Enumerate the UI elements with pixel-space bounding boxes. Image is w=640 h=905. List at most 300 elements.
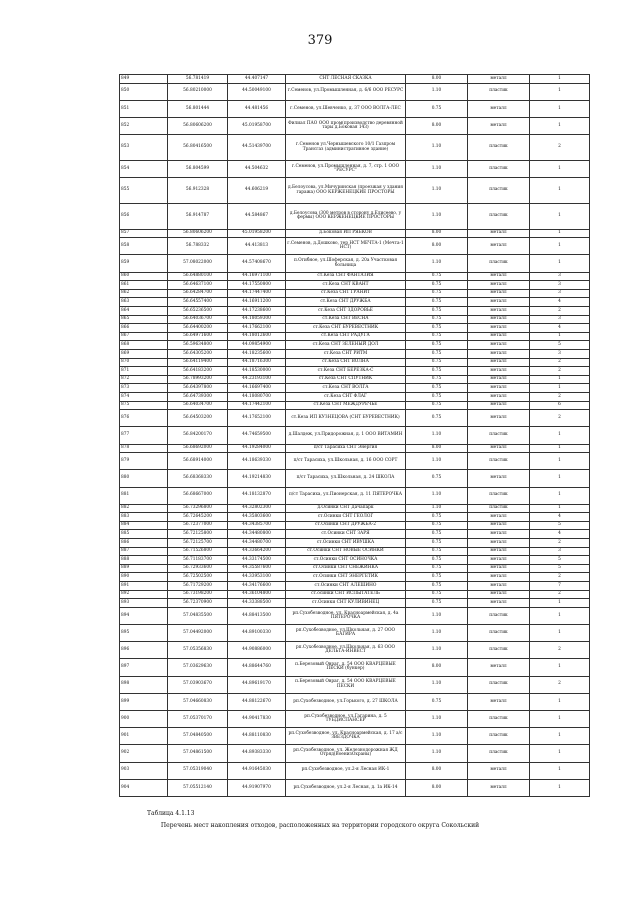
cell-material: пластик (468, 642, 530, 659)
cell-count: 3 (530, 350, 590, 359)
cell-address: рп.Сухобезводное, ул.Школьная, д. 63 ООО ДЕЛЬТА-ИНВЕСТ (286, 642, 406, 659)
cell-latitude: 56.80416500 (168, 135, 228, 161)
cell-address: ст.Осинки СНТ КУЛИВИНЕЦ (286, 599, 406, 608)
cell-longitude: 44.35587600 (228, 564, 286, 573)
cell-longitude: 44.36104800 (228, 590, 286, 599)
cell-count: 2 (530, 392, 590, 401)
cell-address: Филиал ПАО ООО пром(производство деревянной тары д.Боковая 143) (286, 117, 406, 134)
cell-row-number: 877 (120, 427, 168, 444)
cell-area: 0.75 (406, 556, 468, 565)
cell-longitude: 44.88110830 (228, 728, 286, 745)
cell-row-number: 876 (120, 410, 168, 427)
cell-latitude: 56.80210000 (168, 83, 228, 100)
table-row (120, 135, 590, 161)
table-row (120, 178, 590, 204)
cell-material: металл (468, 298, 530, 307)
cell-latitude: 56.71183700 (168, 556, 228, 565)
cell-longitude: 44.584867 (228, 203, 286, 229)
cell-count: 1 (530, 444, 590, 453)
cell-area: 0.75 (406, 521, 468, 530)
cell-area: 0.75 (406, 358, 468, 367)
cell-longitude: 44.413813 (228, 238, 286, 255)
cell-row-number: 895 (120, 625, 168, 642)
cell-row-number: 889 (120, 564, 168, 573)
cell-longitude: 44.18716300 (228, 358, 286, 367)
cell-material: металл (468, 350, 530, 359)
cell-area: 1.10 (406, 642, 468, 659)
cell-row-number: 886 (120, 539, 168, 548)
cell-count: 2 (530, 590, 590, 599)
table-row (120, 238, 590, 255)
cell-count: 2 (530, 367, 590, 376)
table-row (120, 350, 590, 359)
cell-count: 3 (530, 315, 590, 324)
cell-count: 4 (530, 513, 590, 522)
cell-row-number: 862 (120, 289, 168, 298)
cell-row-number: 880 (120, 470, 168, 487)
cell-material: металл (468, 410, 530, 427)
cell-material: металл (468, 590, 530, 599)
cell-longitude: 44.51439700 (228, 135, 286, 161)
cell-longitude: 44.17662100 (228, 324, 286, 333)
cell-material: металл (468, 659, 530, 676)
cell-area: 0.75 (406, 315, 468, 324)
cell-area: 0.75 (406, 547, 468, 556)
cell-row-number: 897 (120, 659, 168, 676)
cell-longitude: 44.34176600 (228, 582, 286, 591)
cell-count: 2 (530, 307, 590, 316)
cell-latitude: 56.80606200 (168, 229, 228, 238)
cell-material: пластик (468, 487, 530, 504)
cell-longitude: 44.34480700 (228, 539, 286, 548)
cell-longitude: 44.89100330 (228, 625, 286, 642)
table-row (120, 504, 590, 513)
cell-address: ст.Кеза СНТ ДРУЖБА (286, 298, 406, 307)
cell-address: п/ст Тарасиха, ул.Школьная, д. 24 ШКОЛА (286, 470, 406, 487)
cell-row-number: 898 (120, 676, 168, 693)
cell-longitude: 44.18012600 (228, 332, 286, 341)
cell-count: 1 (530, 384, 590, 393)
cell-count: 1 (530, 745, 590, 762)
cell-area: 1.10 (406, 676, 468, 693)
cell-row-number: 894 (120, 607, 168, 624)
cell-material: металл (468, 539, 530, 548)
cell-count: 5 (530, 556, 590, 565)
table-row (120, 272, 590, 281)
cell-count: 1 (530, 427, 590, 444)
cell-row-number: 854 (120, 160, 168, 177)
table-row (120, 470, 590, 487)
cell-latitude: 57.04861500 (168, 745, 228, 762)
cell-latitude: 56.64637100 (168, 281, 228, 290)
cell-area: 1.10 (406, 203, 468, 229)
cell-row-number: 882 (120, 504, 168, 513)
cell-count: 1 (530, 693, 590, 710)
cell-row-number: 893 (120, 599, 168, 608)
cell-area: 1.10 (406, 83, 468, 100)
cell-material: пластик (468, 160, 530, 177)
cell-area: 0.75 (406, 332, 468, 341)
cell-count: 1 (530, 728, 590, 745)
cell-material: металл (468, 599, 530, 608)
cell-address: ст.Кеза СНТ РИТМ (286, 350, 406, 359)
cell-count: 5 (530, 341, 590, 350)
cell-latitude: 56.64971600 (168, 332, 228, 341)
cell-count: 1 (530, 203, 590, 229)
cell-latitude: 56.64557400 (168, 298, 228, 307)
cell-latitude: 56.64397800 (168, 384, 228, 393)
cell-count: 1 (530, 238, 590, 255)
cell-material: пластик (468, 625, 530, 642)
table-row (120, 298, 590, 307)
table-row (120, 513, 590, 522)
table-row (120, 375, 590, 384)
cell-area: 1.10 (406, 255, 468, 272)
cell-count: 1 (530, 100, 590, 117)
table-row (120, 676, 590, 693)
cell-longitude: 44.33388500 (228, 599, 286, 608)
cell-longitude: 44.18059300 (228, 315, 286, 324)
table-row (120, 100, 590, 117)
cell-latitude: 57.08022000 (168, 255, 228, 272)
cell-latitude: 57.04492000 (168, 625, 228, 642)
cell-row-number: 855 (120, 178, 168, 204)
cell-longitude: 44.19284000 (228, 444, 286, 453)
cell-count: 2 (530, 539, 590, 548)
cell-count: 2 (530, 410, 590, 427)
cell-row-number: 890 (120, 573, 168, 582)
table-row (120, 625, 590, 642)
cell-longitude: 44.407147 (228, 75, 286, 84)
cell-address: ст.Кеза СНТ ВОЛНА (286, 358, 406, 367)
cell-material: пластик (468, 178, 530, 204)
cell-area: 8.00 (406, 444, 468, 453)
table-row (120, 315, 590, 324)
cell-longitude: 44.17652100 (228, 410, 286, 427)
cell-material: пластик (468, 203, 530, 229)
cell-latitude: 57.05356830 (168, 642, 228, 659)
cell-row-number: 881 (120, 487, 168, 504)
table-row (120, 642, 590, 659)
cell-material: металл (468, 521, 530, 530)
cell-area: 0.75 (406, 367, 468, 376)
cell-area: 0.75 (406, 573, 468, 582)
cell-address: д.Боковая ИП РЯБКОВ (286, 229, 406, 238)
cell-address: рп.Сухобезводное, ул. Красноармейская, д. 4а ПЯТЕРОЧКА (286, 607, 406, 624)
cell-latitude: 56.71729200 (168, 582, 228, 591)
cell-row-number: 891 (120, 582, 168, 591)
cell-area: 0.75 (406, 281, 468, 290)
cell-count: 5 (530, 521, 590, 530)
cell-address: ст.осинки СНТ ИСПЫТАТЕЛЬ (286, 590, 406, 599)
cell-longitude: 44.09854900 (228, 341, 286, 350)
cell-longitude: 44.89619170 (228, 676, 286, 693)
cell-area: 0.75 (406, 341, 468, 350)
cell-latitude: 56.72645200 (168, 513, 228, 522)
cell-latitude: 57.04840500 (168, 728, 228, 745)
cell-row-number: 856 (120, 203, 168, 229)
cell-area: 0.75 (406, 384, 468, 393)
cell-row-number: 903 (120, 762, 168, 779)
cell-material: металл (468, 693, 530, 710)
cell-latitude: 56.73198200 (168, 590, 228, 599)
cell-area: 0.75 (406, 564, 468, 573)
cell-row-number: 885 (120, 530, 168, 539)
cell-address: ст.Кеза СНТ ФАНТАЗИЯ (286, 272, 406, 281)
cell-area: 0.75 (406, 470, 468, 487)
cell-area: 8.00 (406, 117, 468, 134)
cell-area: 1.10 (406, 487, 468, 504)
cell-area: 0.75 (406, 350, 468, 359)
cell-longitude: 44.57408670 (228, 255, 286, 272)
cell-count: 1 (530, 453, 590, 470)
cell-longitude: 44.88413500 (228, 607, 286, 624)
cell-count: 1 (530, 332, 590, 341)
cell-count: 2 (530, 573, 590, 582)
cell-row-number: 850 (120, 83, 168, 100)
cell-address: п.Березовый Овраг, д. 54 ООО КВАРЦЕВЫЕ ПЕСКИ (286, 676, 406, 693)
cell-material: пластик (468, 83, 530, 100)
cell-material: металл (468, 289, 530, 298)
cell-material: металл (468, 315, 530, 324)
cell-row-number: 892 (120, 590, 168, 599)
cell-count: 1 (530, 625, 590, 642)
cell-material: пластик (468, 745, 530, 762)
cell-longitude: 44.18080700 (228, 392, 286, 401)
cell-address: ст.Кеза СНТ ЗЕЛЕНЫЙ ДОЛ (286, 341, 406, 350)
cell-address: г.Семенов, ул.Промышленная, д. 7, стр. 1 ООО "РЕСУРС" (286, 160, 406, 177)
cell-count: 1 (530, 75, 590, 84)
cell-latitude: 57.05319040 (168, 762, 228, 779)
table-row (120, 341, 590, 350)
cell-material: пластик (468, 135, 530, 161)
cell-address: п/ст Тарасиха, ул.Школьная, д. 16 ООО СОРТ (286, 453, 406, 470)
cell-address: ст.Осинки СНТ ЭНЕРГЕТИК (286, 573, 406, 582)
cell-material: металл (468, 582, 530, 591)
cell-area: 8.00 (406, 238, 468, 255)
cell-latitude: 56.68368330 (168, 470, 228, 487)
cell-row-number: 864 (120, 307, 168, 316)
cell-count: 2 (530, 642, 590, 659)
cell-latitude: 56.68667000 (168, 487, 228, 504)
cell-area: 0.75 (406, 298, 468, 307)
cell-row-number: 884 (120, 521, 168, 530)
cell-row-number: 860 (120, 272, 168, 281)
table-row (120, 444, 590, 453)
cell-address: г.Семенов, ул.Промышленная, д. 6/6 ООО РЕСУРС (286, 83, 406, 100)
cell-material: металл (468, 384, 530, 393)
cell-count: 1 (530, 779, 590, 796)
cell-address: д.Белоусова (300 метров в сторону д.Елисеево, у фермы) ООО КЕРЖЕНЕЦКИЕ ПРОСТОРЫ (286, 203, 406, 229)
cell-material: пластик (468, 427, 530, 444)
cell-count: 7 (530, 582, 590, 591)
cell-address: ст.Осинки СНТ ГЕОЛОГ (286, 513, 406, 522)
cell-material: пластик (468, 453, 530, 470)
cell-longitude: 44.88122670 (228, 693, 286, 710)
cell-address: рп.Сухобезводное, ул. Железнодорожная ЖД Отряд(ВоенизОхраны) (286, 745, 406, 762)
cell-longitude: 44.17447400 (228, 289, 286, 298)
cell-longitude: 44.90886000 (228, 642, 286, 659)
cell-longitude: 44.16971100 (228, 272, 286, 281)
cell-latitude: 56.801444 (168, 100, 228, 117)
cell-row-number: 852 (120, 117, 168, 134)
cell-count: 1 (530, 599, 590, 608)
cell-longitude: 44.18639330 (228, 453, 286, 470)
cell-latitude: 56.64119400 (168, 358, 228, 367)
cell-row-number: 875 (120, 401, 168, 410)
cell-area: 0.75 (406, 272, 468, 281)
cell-latitude: 56.64880100 (168, 272, 228, 281)
cell-material: металл (468, 401, 530, 410)
cell-count: 3 (530, 547, 590, 556)
page-number: 379 (307, 33, 333, 48)
cell-count: 1 (530, 659, 590, 676)
cell-material: металл (468, 470, 530, 487)
cell-row-number: 873 (120, 384, 168, 393)
table-subtitle: Перечень мест накопления отходов, расположенных на территории городского округа Сокольский (160, 822, 480, 829)
table-row (120, 599, 590, 608)
cell-material: металл (468, 75, 530, 84)
table-row (120, 590, 590, 599)
cell-address: г.Семенов, ул.Шевченко, д. 37 ООО ВОЛГА-ЛЕС (286, 100, 406, 117)
cell-longitude: 44.18235600 (228, 350, 286, 359)
cell-address: ст.Осинки СНТ НОВЫЕ ОСИНКИ (286, 547, 406, 556)
cell-count: 2 (530, 676, 590, 693)
table-row (120, 547, 590, 556)
cell-latitude: 56.80606200 (168, 117, 228, 134)
cell-count: 1 (530, 762, 590, 779)
cell-row-number: 899 (120, 693, 168, 710)
cell-longitude: 44.74659500 (228, 427, 286, 444)
cell-latitude: 56.72377000 (168, 521, 228, 530)
cell-count: 1 (530, 487, 590, 504)
table-row (120, 427, 590, 444)
cell-count: 3 (530, 281, 590, 290)
cell-longitude: 44.33174500 (228, 556, 286, 565)
cell-area: 0.75 (406, 392, 468, 401)
cell-longitude: 44.16697400 (228, 384, 286, 393)
table-row (120, 367, 590, 376)
cell-count: 1 (530, 470, 590, 487)
cell-material: металл (468, 444, 530, 453)
cell-longitude: 44.34385700 (228, 521, 286, 530)
cell-address: ст.Кеза СНТ ФЛАГ (286, 392, 406, 401)
table-row (120, 539, 590, 548)
cell-longitude: 44.17238600 (228, 307, 286, 316)
cell-row-number: 868 (120, 341, 168, 350)
cell-latitude: 57.04660830 (168, 693, 228, 710)
cell-area: 8.00 (406, 659, 468, 676)
cell-area: 1.10 (406, 607, 468, 624)
cell-row-number: 878 (120, 444, 168, 453)
table-row (120, 281, 590, 290)
cell-area: 0.75 (406, 693, 468, 710)
cell-material: металл (468, 556, 530, 565)
cell-area: 0.75 (406, 599, 468, 608)
cell-area: 1.10 (406, 135, 468, 161)
cell-material: металл (468, 392, 530, 401)
cell-latitude: 56.72502500 (168, 573, 228, 582)
cell-material: металл (468, 367, 530, 376)
cell-longitude: 44.32802300 (228, 504, 286, 513)
cell-row-number: 865 (120, 315, 168, 324)
cell-material: пластик (468, 728, 530, 745)
cell-area: 0.75 (406, 410, 468, 427)
cell-latitude: 56.64503200 (168, 410, 228, 427)
cell-address: рп.Сухобезводное, ул.Школьная, д. 27 ООО БАГИРА (286, 625, 406, 642)
cell-latitude: 56.68914000 (168, 453, 228, 470)
cell-area: 0.75 (406, 590, 468, 599)
cell-row-number: 859 (120, 255, 168, 272)
cell-latitude: 56.72933600 (168, 564, 228, 573)
table-row (120, 203, 590, 229)
cell-longitude: 44.18530000 (228, 367, 286, 376)
cell-area: 1.10 (406, 710, 468, 727)
cell-area: 0.75 (406, 513, 468, 522)
table-row (120, 779, 590, 796)
cell-material: металл (468, 117, 530, 134)
cell-row-number: 900 (120, 710, 168, 727)
cell-row-number: 866 (120, 324, 168, 333)
cell-count: 3 (530, 289, 590, 298)
cell-latitude: 56.912328 (168, 178, 228, 204)
cell-area: 1.10 (406, 745, 468, 762)
cell-area: 1.10 (406, 453, 468, 470)
cell-count: 1 (530, 83, 590, 100)
cell-material: металл (468, 513, 530, 522)
table-row (120, 401, 590, 410)
cell-address: ст.Кеза СНТ ЗДОРОВЬЕ (286, 307, 406, 316)
cell-material: металл (468, 281, 530, 290)
table-row (120, 324, 590, 333)
cell-row-number: 870 (120, 358, 168, 367)
cell-longitude: 44.481456 (228, 100, 286, 117)
cell-address: ст.Кеза СНТ ВЕСНА (286, 315, 406, 324)
cell-latitude: 56.781419 (168, 75, 228, 84)
cell-material: пластик (468, 255, 530, 272)
cell-row-number: 871 (120, 367, 168, 376)
cell-latitude: 56.72125700 (168, 539, 228, 548)
cell-area: 0.75 (406, 100, 468, 117)
cell-row-number: 863 (120, 298, 168, 307)
table-row (120, 384, 590, 393)
cell-material: металл (468, 238, 530, 255)
cell-latitude: 56.65236500 (168, 307, 228, 316)
cell-material: металл (468, 547, 530, 556)
cell-area: 0.75 (406, 401, 468, 410)
cell-longitude: 44.18132870 (228, 487, 286, 504)
table-row (120, 332, 590, 341)
cell-longitude: 44.606219 (228, 178, 286, 204)
cell-address: п/ст Тарасиха СНТ Энергия (286, 444, 406, 453)
cell-longitude: 45.01958700 (228, 117, 286, 134)
cell-material: металл (468, 564, 530, 573)
cell-material: металл (468, 573, 530, 582)
cell-material: металл (468, 229, 530, 238)
cell-area: 8.00 (406, 779, 468, 796)
cell-latitude: 56.78993200 (168, 375, 228, 384)
cell-latitude: 56.71526800 (168, 547, 228, 556)
cell-latitude: 56.72125800 (168, 530, 228, 539)
cell-address: ст.Осинки СНТ АЛЕШИНО (286, 582, 406, 591)
cell-count: 2 (530, 135, 590, 161)
cell-count: 1 (530, 178, 590, 204)
cell-count: 1 (530, 375, 590, 384)
cell-area: 0.75 (406, 582, 468, 591)
table-row (120, 75, 590, 84)
cell-count: 5 (530, 564, 590, 573)
table-row (120, 255, 590, 272)
